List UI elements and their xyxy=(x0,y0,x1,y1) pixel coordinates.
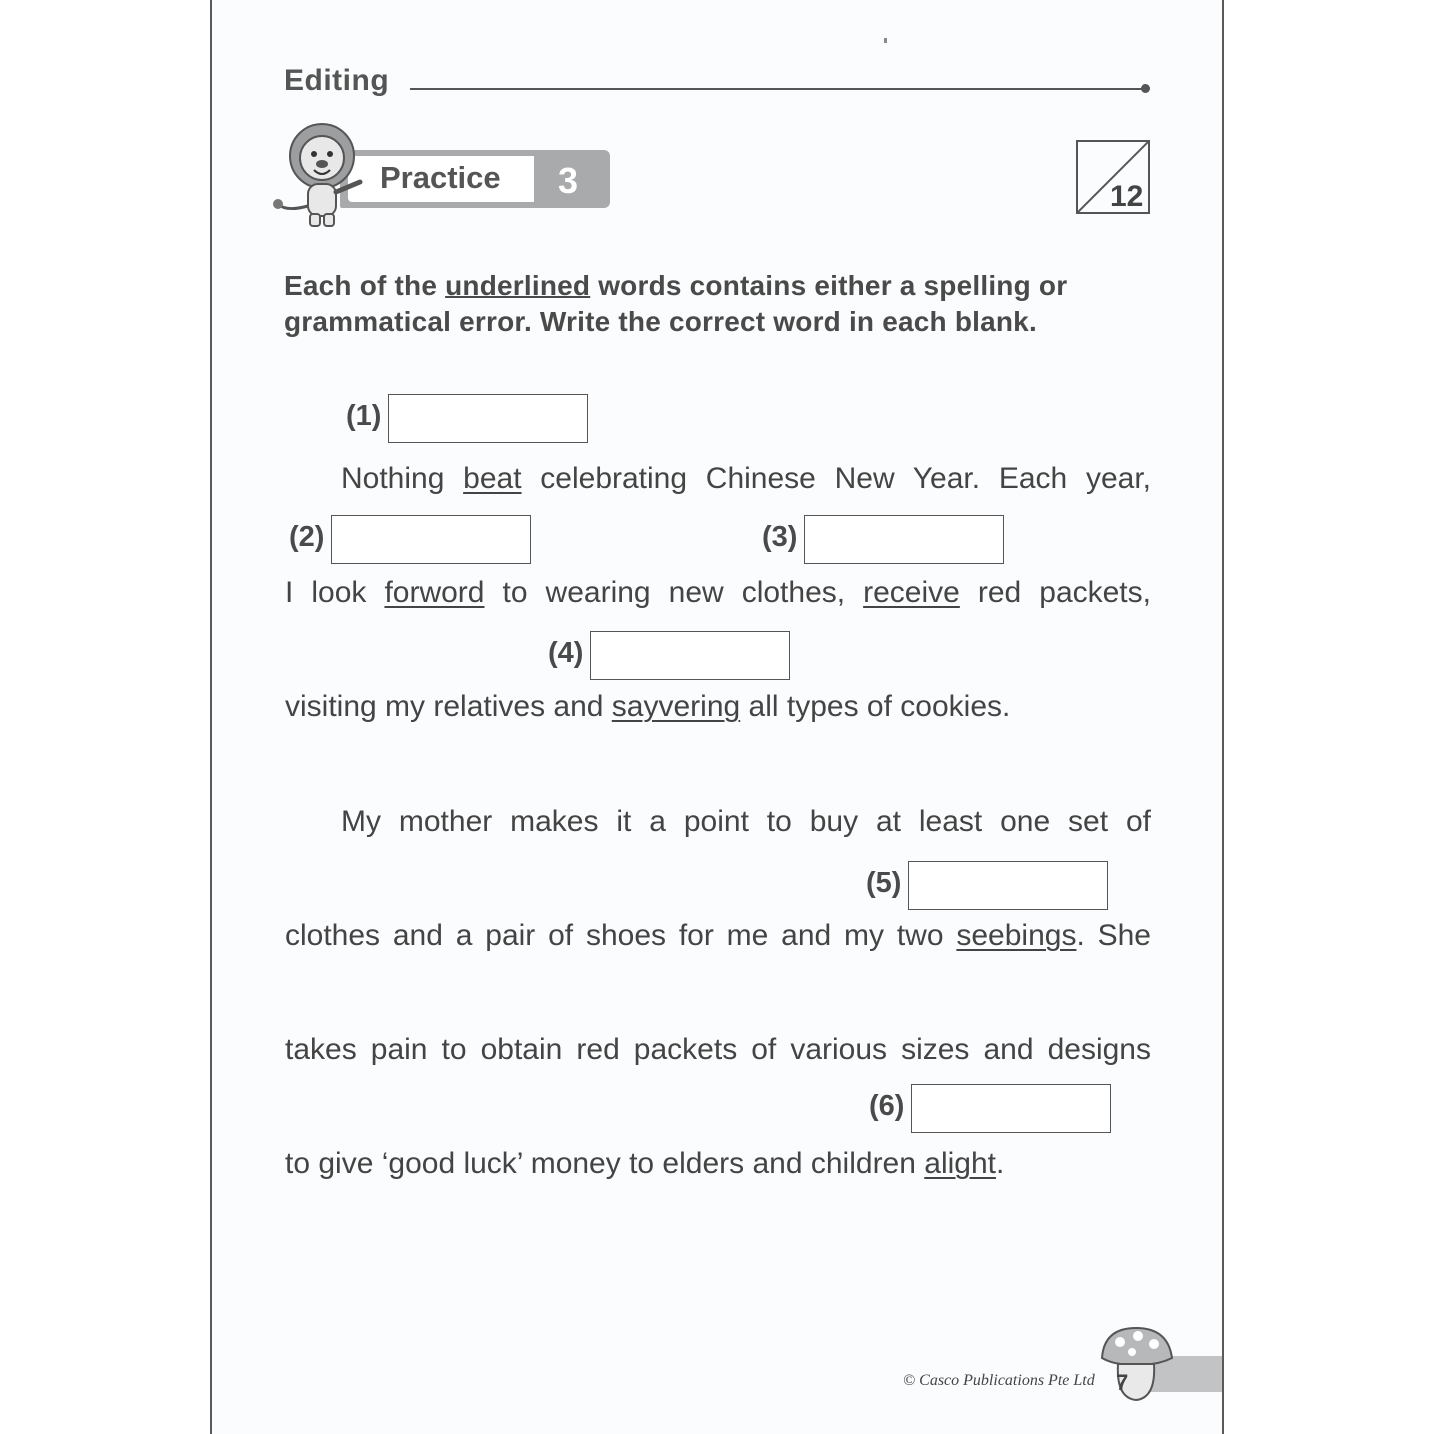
lion-mascot-icon xyxy=(272,120,372,230)
passage-line-6: takes pain to obtain red packets of various sizes and designs xyxy=(285,1033,1151,1066)
answer-6-input[interactable] xyxy=(911,1084,1111,1133)
copyright-text: © Casco Publications Pte Ltd xyxy=(903,1372,1095,1389)
practice-number: 3 xyxy=(558,160,579,201)
underlined-word: seebings xyxy=(956,919,1077,952)
underlined-word: alight xyxy=(924,1147,996,1180)
passage-line-5: clothes and a pair of shoes for me and my two seebings. She xyxy=(285,919,1151,952)
underlined-word: receive xyxy=(863,576,960,609)
answer-3-input[interactable] xyxy=(804,515,1004,564)
page-number: 7 xyxy=(1116,1370,1129,1395)
passage-line-4: My mother makes it a point to buy at least one set of xyxy=(341,805,1151,838)
section-title: Editing xyxy=(284,64,390,97)
question-6-label: (6) xyxy=(869,1090,905,1122)
passage-line-7: to give ‘good luck’ money to elders and children alight. xyxy=(285,1147,1005,1180)
scan-speck xyxy=(884,38,887,43)
instructions: Each of the underlined words contains either a spelling or grammatical error. Write the correct word in each blank. xyxy=(284,270,1068,337)
underlined-word: sayvering xyxy=(611,690,741,723)
practice-label: Practice xyxy=(380,160,501,195)
underlined-word: underlined xyxy=(445,270,591,301)
question-4-label: (4) xyxy=(548,637,584,669)
passage-line-3: visiting my relatives and sayvering all types of cookies. xyxy=(285,690,1011,723)
passage-line-1: Nothing beat celebrating Chinese New Year. Each year, xyxy=(341,462,1151,495)
underlined-word: forword xyxy=(384,576,485,609)
answer-4-input[interactable] xyxy=(590,631,790,680)
title-rule-dot xyxy=(1141,84,1150,93)
question-2-label: (2) xyxy=(289,521,325,553)
question-5-label: (5) xyxy=(866,867,902,899)
answer-2-input[interactable] xyxy=(331,515,531,564)
score-total: 12 xyxy=(1110,180,1144,213)
mushroom-icon xyxy=(1096,1324,1176,1404)
answer-1-input[interactable] xyxy=(388,394,588,443)
underlined-word: beat xyxy=(463,462,522,495)
answer-5-input[interactable] xyxy=(908,861,1108,910)
question-3-label: (3) xyxy=(762,521,798,553)
passage-line-2: I look forword to wearing new clothes, receive red packets, xyxy=(285,576,1151,609)
question-1-label: (1) xyxy=(346,400,382,432)
title-rule xyxy=(410,88,1145,90)
